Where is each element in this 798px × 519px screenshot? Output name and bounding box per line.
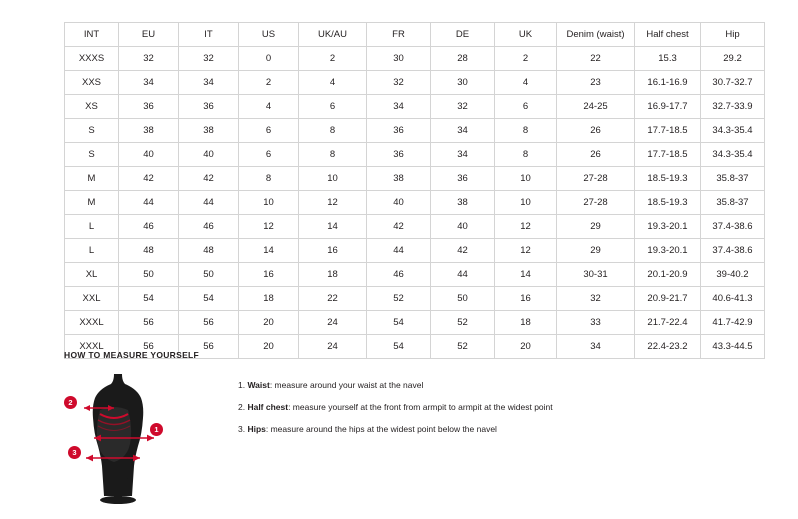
table-cell: 34 — [431, 119, 495, 143]
table-cell: 20.1-20.9 — [635, 263, 701, 287]
table-cell: 6 — [495, 95, 557, 119]
table-cell: 36 — [431, 167, 495, 191]
table-cell: XXXS — [65, 47, 119, 71]
table-cell: 26 — [557, 143, 635, 167]
table-cell: XXL — [65, 287, 119, 311]
table-cell: 17.7-18.5 — [635, 119, 701, 143]
table-row — [65, 191, 765, 215]
marker-badge-2: 2 — [64, 396, 77, 409]
table-cell: 44 — [179, 191, 239, 215]
table-cell: 32 — [367, 71, 431, 95]
table-cell: 48 — [119, 239, 179, 263]
table-cell: 34 — [367, 95, 431, 119]
table-cell: M — [65, 191, 119, 215]
how-to-measure-title: HOW TO MEASURE YOURSELF — [64, 350, 200, 360]
table-cell: S — [65, 119, 119, 143]
marker-badge-3: 3 — [68, 446, 81, 459]
table-cell: 18 — [299, 263, 367, 287]
measure-instruction-half-chest — [238, 402, 553, 412]
table-cell: 19.3-20.1 — [635, 215, 701, 239]
table-cell: 18.5-19.3 — [635, 191, 701, 215]
table-cell: 40 — [119, 143, 179, 167]
table-cell: 52 — [431, 311, 495, 335]
table-cell: 54 — [179, 287, 239, 311]
table-cell: 56 — [119, 335, 179, 359]
column-header-it: IT — [179, 23, 239, 47]
table-cell: 34.3-35.4 — [701, 119, 765, 143]
table-cell: S — [65, 143, 119, 167]
table-cell: 56 — [119, 311, 179, 335]
table-cell: 20 — [239, 311, 299, 335]
table-cell: 46 — [179, 215, 239, 239]
table-cell: 23 — [557, 71, 635, 95]
table-cell: 32.7-33.9 — [701, 95, 765, 119]
table-cell: 4 — [299, 71, 367, 95]
table-cell: 40 — [367, 191, 431, 215]
table-cell: 2 — [239, 71, 299, 95]
size-chart-table — [64, 22, 765, 359]
mannequin-figure — [64, 370, 184, 510]
table-cell: 38 — [119, 119, 179, 143]
table-cell: 44 — [431, 263, 495, 287]
instruction-number-1: 1. — [238, 380, 248, 390]
table-cell: 44 — [119, 191, 179, 215]
table-cell: 8 — [495, 119, 557, 143]
table-cell: 24 — [299, 311, 367, 335]
table-row — [65, 311, 765, 335]
table-cell: 40 — [431, 215, 495, 239]
table-cell: 20 — [495, 335, 557, 359]
table-cell: 26 — [557, 119, 635, 143]
table-cell: 56 — [179, 335, 239, 359]
table-cell: 20 — [239, 335, 299, 359]
table-cell: 36 — [367, 143, 431, 167]
instruction-term-waist: Waist — [247, 380, 270, 390]
table-cell: 14 — [299, 215, 367, 239]
table-cell: 16 — [239, 263, 299, 287]
table-cell: 41.7-42.9 — [701, 311, 765, 335]
table-cell: 33 — [557, 311, 635, 335]
table-row — [65, 263, 765, 287]
table-cell: 36 — [367, 119, 431, 143]
size-chart-container — [64, 22, 753, 359]
instruction-number-2: 2. — [238, 402, 248, 413]
table-cell: 12 — [495, 239, 557, 263]
table-cell: 42 — [179, 167, 239, 191]
table-cell: 42 — [367, 215, 431, 239]
table-cell: 29 — [557, 239, 635, 263]
table-cell: 40 — [179, 143, 239, 167]
table-cell: XL — [65, 263, 119, 287]
table-cell: 56 — [179, 311, 239, 335]
table-cell: 34 — [179, 71, 239, 95]
table-cell: 37.4-38.6 — [701, 215, 765, 239]
table-cell: 6 — [239, 143, 299, 167]
table-cell: 4 — [239, 95, 299, 119]
column-header-int: INT — [65, 23, 119, 47]
table-cell: 20.9-21.7 — [635, 287, 701, 311]
column-header-us: US — [239, 23, 299, 47]
table-cell: 29.2 — [701, 47, 765, 71]
table-cell: 14 — [239, 239, 299, 263]
table-cell: 42 — [119, 167, 179, 191]
instruction-text-half-chest: : measure yourself at the front from armpit to armpit at the widest point — [288, 402, 553, 413]
how-to-measure-section — [64, 350, 734, 510]
table-cell: 10 — [239, 191, 299, 215]
table-cell: 30.7-32.7 — [701, 71, 765, 95]
table-cell: XXS — [65, 71, 119, 95]
table-cell: 19.3-20.1 — [635, 239, 701, 263]
mannequin-illustration — [78, 370, 170, 510]
table-cell: 34 — [119, 71, 179, 95]
table-cell: 30-31 — [557, 263, 635, 287]
table-cell: 50 — [119, 263, 179, 287]
table-cell: 12 — [299, 191, 367, 215]
table-cell: 54 — [367, 335, 431, 359]
table-cell: 4 — [495, 71, 557, 95]
table-cell: 39-40.2 — [701, 263, 765, 287]
table-cell: 16 — [495, 287, 557, 311]
table-cell: 35.8-37 — [701, 167, 765, 191]
table-cell: 16.9-17.7 — [635, 95, 701, 119]
table-cell: 34.3-35.4 — [701, 143, 765, 167]
table-cell: 16 — [299, 239, 367, 263]
table-row — [65, 71, 765, 95]
table-cell: 32 — [179, 47, 239, 71]
column-header-eu: EU — [119, 23, 179, 47]
table-cell: 18 — [495, 311, 557, 335]
table-cell: 10 — [495, 167, 557, 191]
column-header-hip: Hip — [701, 23, 765, 47]
table-cell: 30 — [431, 71, 495, 95]
table-cell: 36 — [179, 95, 239, 119]
table-cell: 38 — [431, 191, 495, 215]
table-cell: 37.4-38.6 — [701, 239, 765, 263]
table-row — [65, 47, 765, 71]
table-cell: 6 — [299, 95, 367, 119]
table-cell: 18.5-19.3 — [635, 167, 701, 191]
instruction-term-half-chest: Half chest — [247, 402, 289, 413]
table-cell: 50 — [431, 287, 495, 311]
table-cell: 32 — [119, 47, 179, 71]
instruction-number-3: 3. — [238, 424, 248, 435]
table-cell: 44 — [367, 239, 431, 263]
how-to-measure-body — [64, 370, 734, 510]
table-cell: 35.8-37 — [701, 191, 765, 215]
table-cell: 32 — [431, 95, 495, 119]
table-row — [65, 119, 765, 143]
table-cell: XXXL — [65, 311, 119, 335]
table-cell: 32 — [557, 287, 635, 311]
table-cell: 42 — [431, 239, 495, 263]
table-cell: XS — [65, 95, 119, 119]
table-cell: 34 — [431, 143, 495, 167]
table-cell: 43.3-44.5 — [701, 335, 765, 359]
table-cell: 27-28 — [557, 191, 635, 215]
table-cell: 29 — [557, 215, 635, 239]
table-cell: 8 — [239, 167, 299, 191]
table-cell: 2 — [495, 47, 557, 71]
table-cell: 12 — [495, 215, 557, 239]
table-cell: 50 — [179, 263, 239, 287]
table-cell: 22.4-23.2 — [635, 335, 701, 359]
table-cell: 18 — [239, 287, 299, 311]
table-cell: XXXL — [65, 335, 119, 359]
table-cell: M — [65, 167, 119, 191]
table-cell: L — [65, 215, 119, 239]
table-cell: 38 — [367, 167, 431, 191]
column-header-fr: FR — [367, 23, 431, 47]
table-row — [65, 287, 765, 311]
table-body — [65, 47, 765, 359]
table-header-row — [65, 23, 765, 47]
table-cell: 40.6-41.3 — [701, 287, 765, 311]
table-cell: 36 — [119, 95, 179, 119]
table-cell: 2 — [299, 47, 367, 71]
table-cell: 38 — [179, 119, 239, 143]
table-row — [65, 239, 765, 263]
column-header-denim-waist: Denim (waist) — [557, 23, 635, 47]
table-cell: 17.7-18.5 — [635, 143, 701, 167]
measure-instructions-list — [238, 380, 553, 447]
table-cell: 48 — [179, 239, 239, 263]
instruction-text-waist: : measure around your waist at the navel — [269, 380, 424, 390]
table-cell: 12 — [239, 215, 299, 239]
column-header-de: DE — [431, 23, 495, 47]
table-cell: 54 — [367, 311, 431, 335]
table-cell: 52 — [431, 335, 495, 359]
table-cell: 30 — [367, 47, 431, 71]
measure-instruction-hips — [238, 424, 553, 434]
column-header-half-chest: Half chest — [635, 23, 701, 47]
table-cell: 24 — [299, 335, 367, 359]
instruction-text-hips: : measure around the hips at the widest point below the navel — [265, 424, 497, 435]
marker-badge-1: 1 — [150, 423, 163, 436]
table-cell: 22 — [557, 47, 635, 71]
column-header-uk-au: UK/AU — [299, 23, 367, 47]
table-cell: 34 — [557, 335, 635, 359]
table-cell: 46 — [119, 215, 179, 239]
table-cell: 24-25 — [557, 95, 635, 119]
table-cell: 22 — [299, 287, 367, 311]
table-cell: 8 — [299, 119, 367, 143]
table-cell: 46 — [367, 263, 431, 287]
table-cell: 14 — [495, 263, 557, 287]
table-cell: 0 — [239, 47, 299, 71]
table-row — [65, 143, 765, 167]
table-cell: 10 — [495, 191, 557, 215]
table-cell: 28 — [431, 47, 495, 71]
table-cell: 52 — [367, 287, 431, 311]
table-cell: 15.3 — [635, 47, 701, 71]
table-cell: 54 — [119, 287, 179, 311]
instruction-term-hips: Hips — [247, 424, 266, 435]
table-cell: 16.1-16.9 — [635, 71, 701, 95]
table-cell: 8 — [299, 143, 367, 167]
column-header-uk: UK — [495, 23, 557, 47]
measure-instruction-waist — [238, 380, 553, 390]
table-cell: 10 — [299, 167, 367, 191]
table-row — [65, 95, 765, 119]
table-cell: 21.7-22.4 — [635, 311, 701, 335]
table-row — [65, 167, 765, 191]
table-cell: L — [65, 239, 119, 263]
table-cell: 6 — [239, 119, 299, 143]
table-cell: 27-28 — [557, 167, 635, 191]
table-row — [65, 215, 765, 239]
table-cell: 8 — [495, 143, 557, 167]
